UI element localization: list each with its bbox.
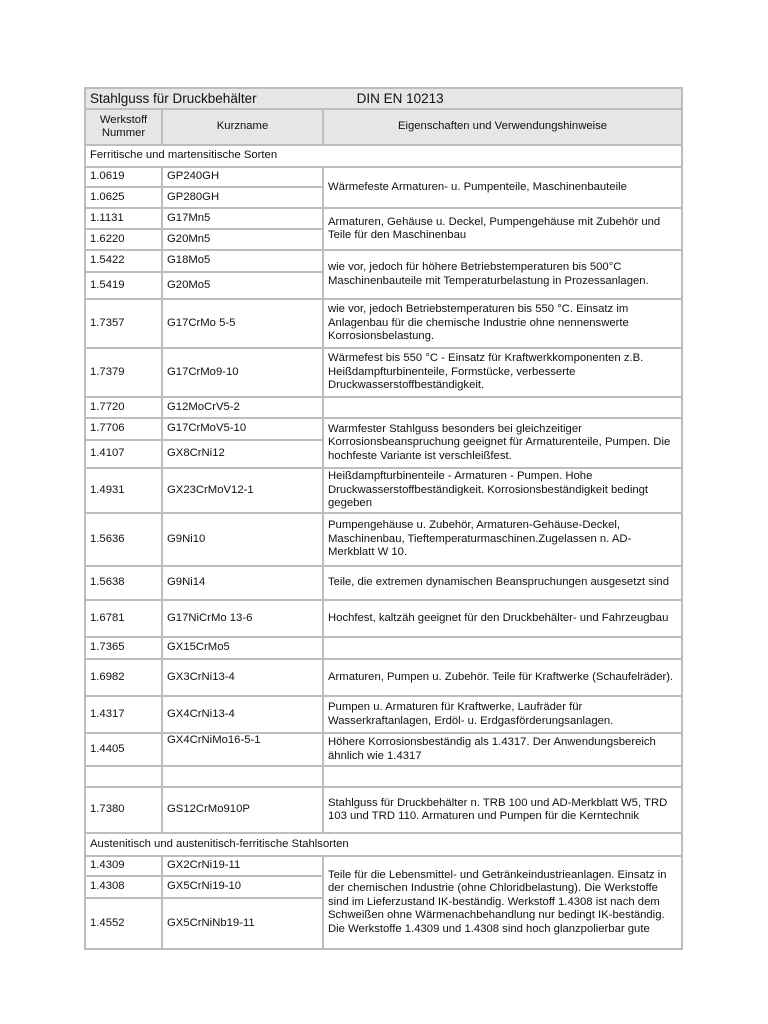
- kurzname: GX5CrNi19-10: [162, 876, 323, 898]
- header-eigenschaften: Eigenschaften und Verwendungshinweise: [323, 109, 682, 145]
- kurzname: G17CrMoV5-10: [162, 418, 323, 440]
- table-row: [85, 733, 682, 766]
- werkstoff-nummer: 1.7357: [85, 299, 162, 348]
- kurzname: GX4CrNi13-4: [162, 696, 323, 733]
- eigenschaften: Teile für die Lebensmittel- und Getränkeindustrieanlagen. Einsatz in der chemischen Industrie (ohne Chloridbelastung). Die Werkstoffe sind im Lieferzustand IK-beständig. Werkstoff 1.4308 ist nach dem Schweißen ohne Wärmenachbehandlung nur bedingt IK-beständig. Die Werkstoffe 1.4309 und 1.4308 sind hoch glanzpolierbar gute: [323, 856, 682, 949]
- kurzname: GS12CrMo910P: [162, 787, 323, 833]
- kurzname: G9Ni14: [162, 566, 323, 600]
- table-row: [85, 513, 682, 566]
- werkstoff-nummer: 1.6781: [85, 600, 162, 637]
- werkstoff-nummer: 1.4405: [85, 733, 162, 766]
- kurzname: GX23CrMoV12-1: [162, 468, 323, 513]
- header-kurzname: Kurzname: [162, 109, 323, 145]
- werkstoff-nummer: 1.4552: [85, 898, 162, 949]
- eigenschaften: Heißdampfturbinenteile - Armaturen - Pumpen. Hohe Druckwasserstoffbeständigkeit. Korrosionsbeständigkeit bedingt gegeben: [323, 468, 682, 513]
- header-row: [85, 109, 682, 145]
- table-row: [85, 659, 682, 696]
- werkstoff-nummer: 1.6982: [85, 659, 162, 696]
- eigenschaften: Wärmefest bis 550 °C - Einsatz für Kraftwerkkomponenten z.B. Heißdampfturbinenteile, Formstücke, verbesserte Druckwasserstoffbeständigkeit.: [323, 348, 682, 397]
- norm-text: DIN EN 10213: [356, 90, 444, 106]
- kurzname: G17NiCrMo 13-6: [162, 600, 323, 637]
- table-row: [85, 167, 682, 187]
- werkstoff-nummer: 1.7706: [85, 418, 162, 440]
- kurzname: GP280GH: [162, 187, 323, 208]
- eigenschaften: [323, 766, 682, 787]
- werkstoff-nummer: 1.7379: [85, 348, 162, 397]
- eigenschaften: wie vor, jedoch Betriebstemperaturen bis 550 °C. Einsatz im Anlagenbau für die chemische Industrie ohne nennenswerte Korrosionsbelastung.: [323, 299, 682, 348]
- eigenschaften: wie vor, jedoch für höhere Betriebstemperaturen bis 500°C Maschinenbauteile mit Temperaturbelastung in Prozessanlagen.: [323, 250, 682, 299]
- table-row: [85, 566, 682, 600]
- werkstoff-nummer: 1.6220: [85, 229, 162, 250]
- header-nummer: Werkstoff Nummer: [85, 109, 162, 145]
- eigenschaften: Pumpengehäuse u. Zubehör, Armaturen-Gehäuse-Deckel, Maschinenbau, Tieftemperaturmaschinen.Zugelassen n. AD-Merkblatt W 10.: [323, 513, 682, 566]
- werkstoff-nummer: 1.4931: [85, 468, 162, 513]
- eigenschaften: Hochfest, kaltzäh geeignet für den Druckbehälter- und Fahrzeugbau: [323, 600, 682, 637]
- eigenschaften: Höhere Korrosionsbeständig als 1.4317. Der Anwendungsbereich ähnlich wie 1.4317: [323, 733, 682, 766]
- werkstoff-nummer: 1.0619: [85, 167, 162, 187]
- kurzname: G17CrMo9-10: [162, 348, 323, 397]
- werkstoff-nummer: 1.5636: [85, 513, 162, 566]
- werkstoff-nummer: 1.4107: [85, 440, 162, 468]
- eigenschaften: [323, 637, 682, 659]
- title-row: [85, 88, 682, 109]
- werkstoff-nummer: [85, 766, 162, 787]
- werkstoff-nummer: 1.7380: [85, 787, 162, 833]
- table-title: [85, 88, 682, 109]
- kurzname: G20Mo5: [162, 272, 323, 299]
- table-row: [85, 468, 682, 513]
- kurzname: GX3CrNi13-4: [162, 659, 323, 696]
- section-label: Austenitisch und austenitisch-ferritische Stahlsorten: [85, 833, 682, 856]
- table-row: [85, 787, 682, 833]
- table-row: [85, 766, 682, 787]
- kurzname: GX4CrNiMo16-5-1: [162, 733, 323, 766]
- eigenschaften: Armaturen, Gehäuse u. Deckel, Pumpengehäuse mit Zubehör und Teile für den Maschinenbau: [323, 208, 682, 250]
- steel-table: [84, 87, 683, 950]
- werkstoff-nummer: 1.7365: [85, 637, 162, 659]
- kurzname: G18Mo5: [162, 250, 323, 272]
- kurzname: G17Mn5: [162, 208, 323, 229]
- kurzname: G12MoCrV5-2: [162, 397, 323, 418]
- kurzname: GX15CrMo5: [162, 637, 323, 659]
- eigenschaften: Warmfester Stahlguss besonders bei gleichzeitiger Korrosionsbeanspruchung geeignet für Armaturenteile, Pumpen. Die hochfeste Variante ist verschleißfest.: [323, 418, 682, 468]
- eigenschaften: Armaturen, Pumpen u. Zubehör. Teile für Kraftwerke (Schaufelräder).: [323, 659, 682, 696]
- table-row: [85, 250, 682, 272]
- table-row: [85, 418, 682, 440]
- werkstoff-nummer: 1.7720: [85, 397, 162, 418]
- kurzname: G20Mn5: [162, 229, 323, 250]
- werkstoff-nummer: 1.4309: [85, 856, 162, 876]
- werkstoff-nummer: 1.4317: [85, 696, 162, 733]
- title-text: Stahlguss für Druckbehälter: [90, 90, 257, 106]
- table-row: [85, 397, 682, 418]
- kurzname: [162, 766, 323, 787]
- section-label: Ferritische und martensitische Sorten: [85, 145, 682, 167]
- table-row: [85, 348, 682, 397]
- kurzname: GP240GH: [162, 167, 323, 187]
- werkstoff-nummer: 1.4308: [85, 876, 162, 898]
- table-row: [85, 299, 682, 348]
- table-row: [85, 856, 682, 876]
- werkstoff-nummer: 1.1131: [85, 208, 162, 229]
- section-row: [85, 833, 682, 856]
- table-row: [85, 600, 682, 637]
- eigenschaften: Wärmefeste Armaturen- u. Pumpenteile, Maschinenbauteile: [323, 167, 682, 208]
- eigenschaften: [323, 397, 682, 418]
- table-row: [85, 637, 682, 659]
- eigenschaften: Stahlguss für Druckbehälter n. TRB 100 und AD-Merkblatt W5, TRD 103 und TRD 110. Armaturen und Pumpen für die Kerntechnik: [323, 787, 682, 833]
- werkstoff-nummer: 1.0625: [85, 187, 162, 208]
- kurzname: G9Ni10: [162, 513, 323, 566]
- table-row: [85, 696, 682, 733]
- section-row: [85, 145, 682, 167]
- kurzname: G17CrMo 5-5: [162, 299, 323, 348]
- eigenschaften: Teile, die extremen dynamischen Beanspruchungen ausgesetzt sind: [323, 566, 682, 600]
- eigenschaften: Pumpen u. Armaturen für Kraftwerke, Laufräder für Wasserkraftanlagen, Erdöl- u. Erdgasförderungsanlagen.: [323, 696, 682, 733]
- kurzname: GX8CrNi12: [162, 440, 323, 468]
- kurzname: GX5CrNiNb19-11: [162, 898, 323, 949]
- werkstoff-nummer: 1.5638: [85, 566, 162, 600]
- kurzname: GX2CrNi19-11: [162, 856, 323, 876]
- table-row: [85, 208, 682, 229]
- werkstoff-nummer: 1.5419: [85, 272, 162, 299]
- werkstoff-nummer: 1.5422: [85, 250, 162, 272]
